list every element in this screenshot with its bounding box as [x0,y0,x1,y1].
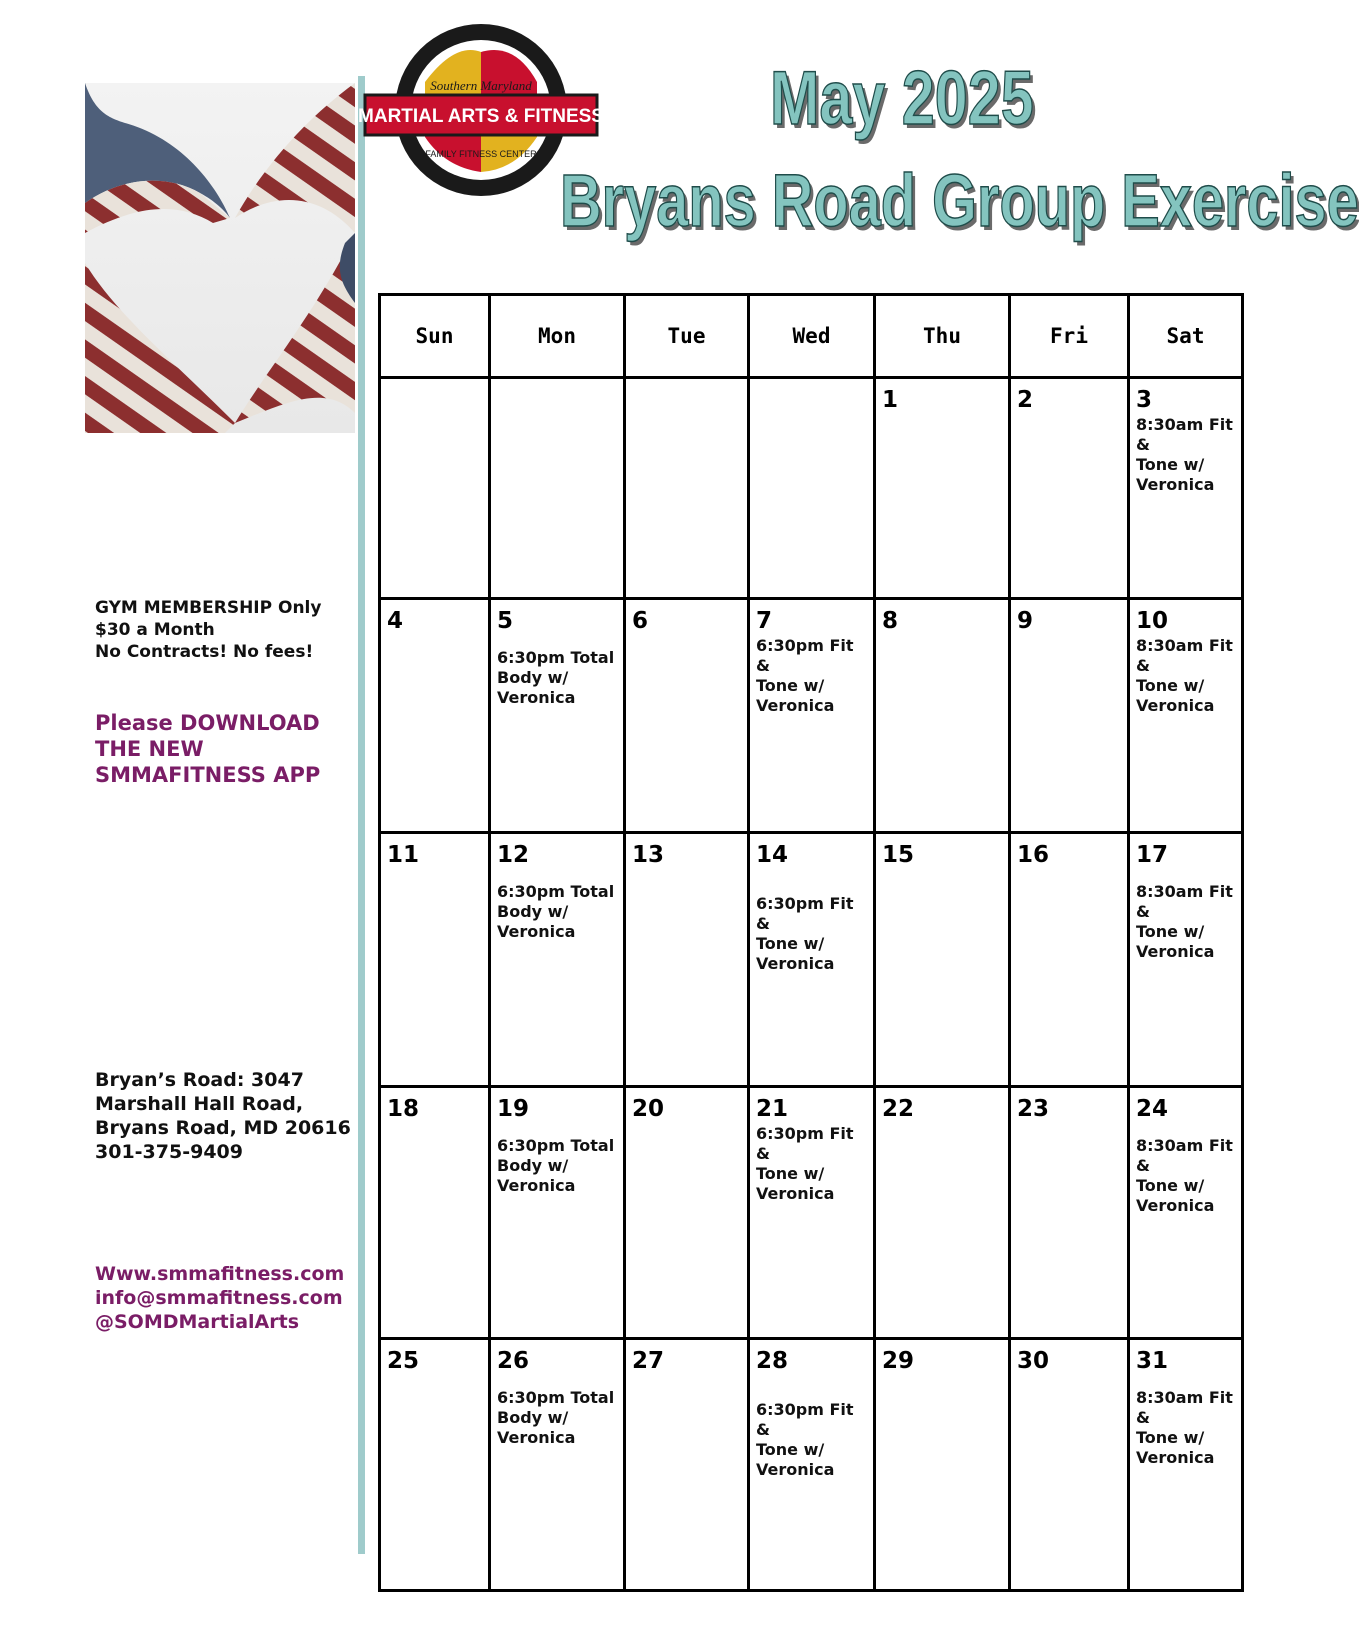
event-line: Tone w/ [756,934,825,953]
event-line: 6:30pm Fit & [756,636,854,675]
event-line: Tone w/ [1136,1176,1205,1195]
event-line: 8:30am Fit & [1136,415,1233,454]
event-line: Veronica [756,1460,835,1479]
day-number: 12 [497,842,530,868]
address-line: Bryans Road, MD 20616 [95,1117,351,1139]
day-number: 28 [756,1348,789,1374]
day-cell [875,378,1010,599]
day-cell [625,378,749,599]
event-line: 6:30pm Fit & [756,894,854,933]
event-line: Veronica [756,954,835,973]
day-number: 18 [387,1096,420,1122]
day-cell [1129,599,1243,833]
phone-number: 301-375-9409 [95,1141,243,1163]
event-line: Veronica [1136,1448,1215,1467]
weekday-header: Sun [380,295,490,378]
event-line: Tone w/ [1136,922,1205,941]
day-number: 26 [497,1348,530,1374]
day-cell [1129,1087,1243,1339]
day-cell [749,599,875,833]
app-promo [95,710,320,788]
day-number: 3 [1136,387,1153,413]
day-number: 1 [882,387,899,413]
page-title: Bryans Road Group Exercise [560,159,1359,242]
event-line: Veronica [497,922,576,941]
day-number: 2 [1017,387,1034,413]
event-line: Veronica [1136,1196,1215,1215]
weekday-header: Wed [749,295,875,378]
day-number: 29 [882,1348,915,1374]
day-number: 21 [756,1096,789,1122]
event-line: Tone w/ [756,676,825,695]
day-number: 17 [1136,842,1169,868]
day-number: 7 [756,608,773,634]
event-line: 6:30pm Total [497,1388,615,1407]
day-cell [749,378,875,599]
day-cell [1010,378,1129,599]
event-line: Body w/ [497,668,569,687]
day-number: 9 [1017,608,1034,634]
event-line: Tone w/ [756,1440,825,1459]
sidebar-divider [358,76,365,1554]
week-row [380,833,1243,1087]
event-line: Veronica [1136,475,1215,494]
event-line: Veronica [756,1184,835,1203]
event-line: Body w/ [497,902,569,921]
event-line: Veronica [497,1428,576,1447]
day-cell [380,599,490,833]
social-handle[interactable]: @SOMDMartialArts [95,1311,300,1333]
event-line: 8:30am Fit & [1136,1388,1233,1427]
weekday-header: Fri [1010,295,1129,378]
weekday-header: Thu [875,295,1010,378]
day-number: 30 [1017,1348,1050,1374]
email-link[interactable]: info@smmafitness.com [95,1287,343,1309]
day-cell [490,1087,625,1339]
day-number: 11 [387,842,420,868]
day-cell [875,1087,1010,1339]
event-line: Veronica [497,1176,576,1195]
address-line: Marshall Hall Road, [95,1093,304,1115]
week-row [380,1087,1243,1339]
week-row [380,378,1243,599]
event-line: Body w/ [497,1156,569,1175]
day-number: 27 [632,1348,665,1374]
day-number: 6 [632,608,649,634]
day-cell [490,378,625,599]
week-row [380,1339,1243,1591]
day-cell [625,833,749,1087]
weekday-header: Mon [490,295,625,378]
event-line: 8:30am Fit & [1136,636,1233,675]
address-block [95,1068,351,1164]
day-cell [625,599,749,833]
event-line: Tone w/ [1136,676,1205,695]
flag-heart-hands-image [85,83,355,433]
day-number: 13 [632,842,665,868]
logo-bottom-text: FAMILY FITNESS CENTER [425,149,537,159]
event-line: 6:30pm Fit & [756,1124,854,1163]
day-cell [380,378,490,599]
day-cell [625,1087,749,1339]
day-cell [1010,599,1129,833]
event-line: 6:30pm Fit & [756,1400,854,1439]
event-line: 6:30pm Total [497,648,615,667]
weekday-header: Tue [625,295,749,378]
membership-line: GYM MEMBERSHIP Only [95,598,322,618]
day-number: 15 [882,842,915,868]
day-cell [1010,833,1129,1087]
day-cell [1129,833,1243,1087]
event-line: Veronica [1136,696,1215,715]
day-cell [875,1339,1010,1591]
day-number: 31 [1136,1348,1169,1374]
day-number: 23 [1017,1096,1050,1122]
day-cell [749,833,875,1087]
day-number: 25 [387,1348,420,1374]
day-cell [380,1087,490,1339]
day-cell [749,1339,875,1591]
membership-line: $30 a Month [95,620,215,640]
event-line: 8:30am Fit & [1136,882,1233,921]
event-line: Body w/ [497,1408,569,1427]
event-line: 6:30pm Total [497,882,615,901]
event-line: Tone w/ [1136,1428,1205,1447]
weekday-header-row [380,295,1243,378]
address-line: Bryan’s Road: 3047 [95,1069,304,1091]
day-cell [490,1339,625,1591]
day-cell [875,833,1010,1087]
day-cell [1129,378,1243,599]
week-row [380,599,1243,833]
membership-line: No Contracts! No fees! [95,642,314,662]
website-link[interactable]: Www.smmafitness.com [95,1263,345,1285]
app-promo-line: SMMAFITNESS APP [95,763,321,787]
day-number: 10 [1136,608,1169,634]
event-line: Tone w/ [1136,455,1205,474]
event-line: 6:30pm Total [497,1136,615,1155]
app-promo-line: Please DOWNLOAD [95,711,320,735]
day-number: 20 [632,1096,665,1122]
event-line: Veronica [756,696,835,715]
logo-top-text: Southern Maryland [430,78,532,93]
day-cell [1129,1339,1243,1591]
day-cell [1010,1339,1129,1591]
day-number: 22 [882,1096,915,1122]
event-line: Veronica [497,688,576,707]
day-cell [490,833,625,1087]
logo-banner-text: MARTIAL ARTS & FITNESS [358,106,604,127]
day-cell [749,1087,875,1339]
day-cell [380,833,490,1087]
day-cell [625,1339,749,1591]
day-number: 16 [1017,842,1050,868]
day-number: 8 [882,608,899,634]
day-number: 4 [387,608,404,634]
event-line: Tone w/ [756,1164,825,1183]
day-number: 19 [497,1096,530,1122]
day-cell [380,1339,490,1591]
day-cell [875,599,1010,833]
contact-links [95,1262,344,1334]
weekday-header: Sat [1129,295,1243,378]
day-number: 5 [497,608,514,634]
day-number: 14 [756,842,789,868]
calendar-grid [378,293,1244,1592]
day-cell [490,599,625,833]
app-promo-line: THE NEW [95,737,204,761]
event-line: Veronica [1136,942,1215,961]
membership-info [95,597,321,663]
event-line: 8:30am Fit & [1136,1136,1233,1175]
day-number: 24 [1136,1096,1169,1122]
month-title: May 2025 [770,56,1034,141]
day-cell [1010,1087,1129,1339]
